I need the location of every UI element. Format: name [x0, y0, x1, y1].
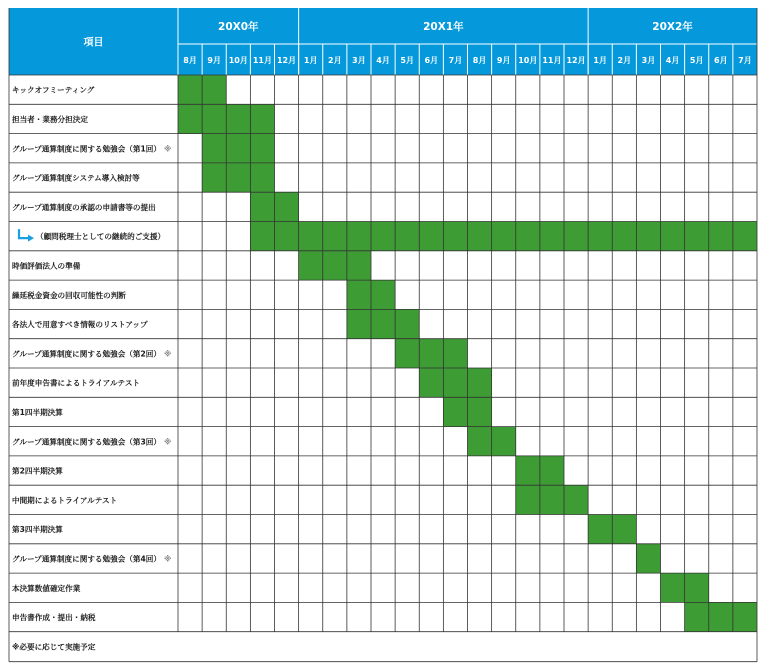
task-label: 申告書作成・提出・納税	[12, 613, 96, 623]
footnote-row	[12, 642, 96, 652]
month-label: 5月	[689, 56, 704, 65]
note-mark: ※	[163, 554, 172, 564]
month-label: 7月	[448, 56, 463, 65]
month-label: 6月	[424, 56, 439, 65]
note-mark: ※	[163, 144, 172, 154]
task-label: グループ通算制度システム導入検討等	[12, 173, 140, 183]
year-label: 20X2年	[652, 21, 693, 33]
month-label: 11月	[252, 56, 273, 65]
task-bar	[202, 163, 274, 192]
task-label: グループ通算制度に関する勉強会（第4回） ※	[12, 554, 172, 564]
task-label: 第2四半期決算	[12, 466, 63, 476]
month-label: 1月	[593, 56, 607, 65]
corner-arrow-head-icon	[28, 235, 34, 242]
month-label: 10月	[228, 56, 248, 65]
note-mark: ※	[163, 437, 172, 447]
task-label: グループ通算制度の承認の申請書等の提出	[12, 202, 156, 212]
footnote-text: ※必要に応じて実施予定	[12, 642, 96, 652]
task-bar	[347, 309, 419, 338]
task-label: グループ通算制度に関する勉強会（第3回） ※	[12, 437, 172, 447]
task-bar	[395, 339, 467, 368]
month-label: 4月	[665, 56, 680, 65]
month-label: 3月	[641, 56, 656, 65]
month-label: 11月	[542, 56, 562, 65]
task-label: 各法人で用意すべき情報のリストアップ	[12, 320, 148, 330]
task-bar	[685, 602, 757, 631]
month-label: 12月	[566, 56, 586, 65]
month-label: 9月	[207, 56, 221, 65]
task-bar	[419, 368, 491, 397]
task-bar	[636, 544, 660, 573]
task-label: 前年度申告書によるトライアルテスト	[12, 378, 141, 388]
task-label: 第1四半期決算	[12, 407, 63, 417]
month-label: 5月	[400, 56, 414, 65]
month-label: 2月	[617, 56, 632, 65]
month-label: 2月	[328, 56, 342, 65]
task-label: 本決算数値確定作業	[12, 583, 81, 593]
month-label: 9月	[496, 56, 511, 65]
month-label: 3月	[352, 56, 366, 65]
task-label: 担当者・業務分担決定	[12, 114, 88, 124]
task-label: グループ通算制度に関する勉強会（第2回） ※	[12, 349, 172, 359]
item-header-label: 項目	[83, 37, 104, 49]
month-label: 8月	[472, 56, 487, 65]
task-label: 中間期によるトライアルテスト	[12, 495, 118, 505]
note-mark: ※	[163, 349, 172, 359]
year-label: 20X0年	[218, 21, 259, 33]
task-label: キックオフミーティング	[12, 85, 95, 95]
month-label: 6月	[714, 56, 728, 65]
month-label: 4月	[376, 56, 390, 65]
task-label: （顧問税理士としての継続的ご支援）	[36, 232, 166, 242]
task-label: 時価評価法人の準備	[12, 261, 81, 271]
year-label: 20X1年	[423, 21, 464, 33]
task-bar	[299, 251, 371, 280]
month-label: 8月	[183, 56, 197, 65]
month-label: 1月	[303, 56, 318, 65]
task-bar	[250, 222, 757, 251]
month-label: 12月	[276, 56, 297, 65]
task-bar	[516, 485, 588, 514]
task-labels	[12, 86, 171, 622]
month-label: 7月	[738, 56, 752, 65]
month-label: 10月	[518, 56, 538, 65]
task-label: 第3四半期決算	[12, 525, 63, 535]
task-bar	[202, 134, 274, 163]
task-label: 繰延税金資金の回収可能性の判断	[12, 290, 126, 300]
task-label: グループ通算制度に関する勉強会（第1回） ※	[12, 144, 172, 154]
